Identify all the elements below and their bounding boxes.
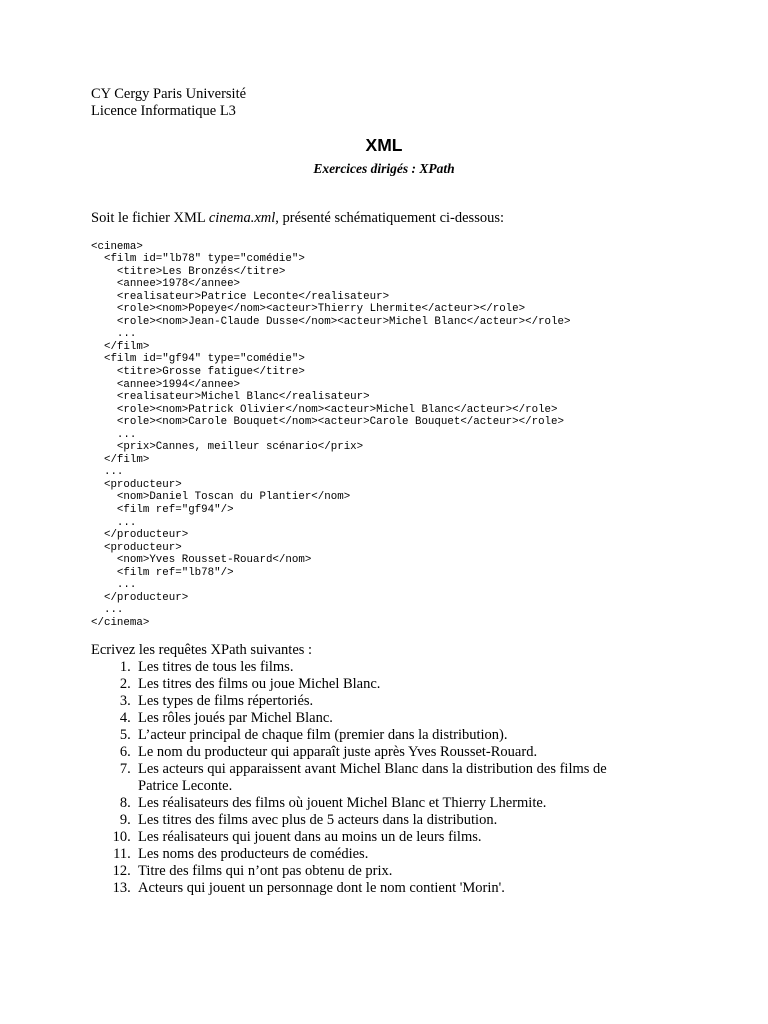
question-number: 5. xyxy=(119,727,138,743)
institution-header xyxy=(91,86,246,120)
question-item xyxy=(91,659,648,676)
question-text: Les titres des films ou joue Michel Blanc. xyxy=(138,676,381,692)
question-item xyxy=(91,846,648,863)
code-line: </film> xyxy=(91,453,150,466)
question-text: Les réalisateurs qui jouent dans au moins un de leurs films. xyxy=(138,829,482,845)
question-number: 11. xyxy=(113,846,138,862)
question-number: 3. xyxy=(119,693,138,709)
questions-section xyxy=(91,642,648,897)
question-text: L’acteur principal de chaque film (premier dans la distribution). xyxy=(138,727,508,743)
question-text: Acteurs qui jouent un personnage dont le nom contient 'Morin'. xyxy=(138,880,505,896)
code-line: <film ref="lb78"/> xyxy=(91,566,234,579)
intro-paragraph xyxy=(91,210,504,227)
question-number: 10. xyxy=(112,829,138,845)
question-text: Titre des films qui n’ont pas obtenu de prix. xyxy=(138,863,393,879)
code-line: </cinema> xyxy=(91,616,150,629)
question-item xyxy=(91,676,648,693)
code-line: <titre>Les Bronzés</titre> xyxy=(91,265,286,278)
code-line: <film id="gf94" type="comédie"> xyxy=(91,353,305,366)
question-number: 2. xyxy=(119,676,138,692)
question-number: 6. xyxy=(119,744,138,760)
question-number: 12. xyxy=(112,863,138,879)
code-line: <nom>Yves Rousset-Rouard</nom> xyxy=(91,554,312,567)
question-item xyxy=(91,761,648,795)
document-subtitle: Exercices dirigés : XPath xyxy=(313,161,455,176)
question-item xyxy=(91,795,648,812)
question-item xyxy=(91,829,648,846)
code-line: <nom>Daniel Toscan du Plantier</nom> xyxy=(91,491,351,504)
code-line: ... xyxy=(91,516,137,529)
intro-filename: cinema.xml xyxy=(208,210,276,226)
university-name: CY Cergy Paris Université xyxy=(91,86,247,102)
code-line: </producteur> xyxy=(91,591,189,604)
questions-lead: Ecrivez les requêtes XPath suivantes : xyxy=(91,642,313,658)
code-line: <prix>Cannes, meilleur scénario</prix> xyxy=(91,441,364,454)
question-number: 9. xyxy=(119,812,138,828)
code-line: </producteur> xyxy=(91,529,189,542)
code-line: </film> xyxy=(91,340,150,353)
code-line: <film id="lb78" type="comédie"> xyxy=(91,253,305,266)
code-line: ... xyxy=(91,328,137,341)
question-text: Le nom du producteur qui apparaît juste après Yves Rousset-Rouard. xyxy=(138,744,538,760)
code-line: <film ref="gf94"/> xyxy=(91,503,234,516)
code-line: <role><nom>Jean-Claude Dusse</nom><acteur>Michel Blanc</acteur></role> xyxy=(91,315,571,328)
question-item xyxy=(91,744,648,761)
code-line: <annee>1994</annee> xyxy=(91,378,241,391)
question-number: 1. xyxy=(119,659,138,675)
question-item xyxy=(91,812,648,829)
intro-after: , présenté schématiquement ci-dessous: xyxy=(275,210,505,226)
course-name: Licence Informatique L3 xyxy=(91,103,236,119)
question-text: Les titres des films avec plus de 5 acteurs dans la distribution. xyxy=(138,812,498,828)
question-item xyxy=(91,727,648,744)
code-line: <realisateur>Patrice Leconte</realisateur> xyxy=(91,290,390,303)
intro-before: Soit le fichier XML xyxy=(91,210,209,226)
code-line: <role><nom>Popeye</nom><acteur>Thierry Lhermite</acteur></role> xyxy=(91,303,526,316)
question-item xyxy=(91,710,648,727)
code-line: ... xyxy=(91,428,137,441)
code-line: <realisateur>Michel Blanc</realisateur> xyxy=(91,391,370,404)
question-text: Les réalisateurs des films où jouent Michel Blanc et Thierry Lhermite. xyxy=(138,795,547,811)
xml-code-block xyxy=(91,241,570,630)
question-list xyxy=(91,659,648,897)
question-number: 7. xyxy=(119,761,138,777)
code-line: <role><nom>Carole Bouquet</nom><acteur>Carole Bouquet</acteur></role> xyxy=(91,416,564,429)
code-line: <titre>Grosse fatigue</titre> xyxy=(91,365,305,378)
document-title: XML xyxy=(365,135,403,155)
code-line: ... xyxy=(91,604,124,617)
question-text: Les rôles joués par Michel Blanc. xyxy=(138,710,333,726)
question-item xyxy=(91,880,648,897)
code-line: <producteur> xyxy=(91,478,182,491)
code-line: ... xyxy=(91,466,124,479)
question-text: Les titres de tous les films. xyxy=(138,659,294,675)
question-number: 4. xyxy=(119,710,138,726)
question-number: 8. xyxy=(119,795,138,811)
question-text: Les acteurs qui apparaissent avant Michel Blanc dans la distribution des films de Patrice Leconte. xyxy=(138,761,607,794)
code-line: ... xyxy=(91,579,137,592)
code-line: <producteur> xyxy=(91,541,182,554)
question-number: 13. xyxy=(112,880,138,896)
question-text: Les types de films répertoriés. xyxy=(138,693,314,709)
question-text: Les noms des producteurs de comédies. xyxy=(138,846,369,862)
code-line: <cinema> xyxy=(91,240,143,253)
code-line: <role><nom>Patrick Olivier</nom><acteur>Michel Blanc</acteur></role> xyxy=(91,403,558,416)
question-item xyxy=(91,693,648,710)
code-line: <annee>1978</annee> xyxy=(91,278,241,291)
question-item xyxy=(91,863,648,880)
